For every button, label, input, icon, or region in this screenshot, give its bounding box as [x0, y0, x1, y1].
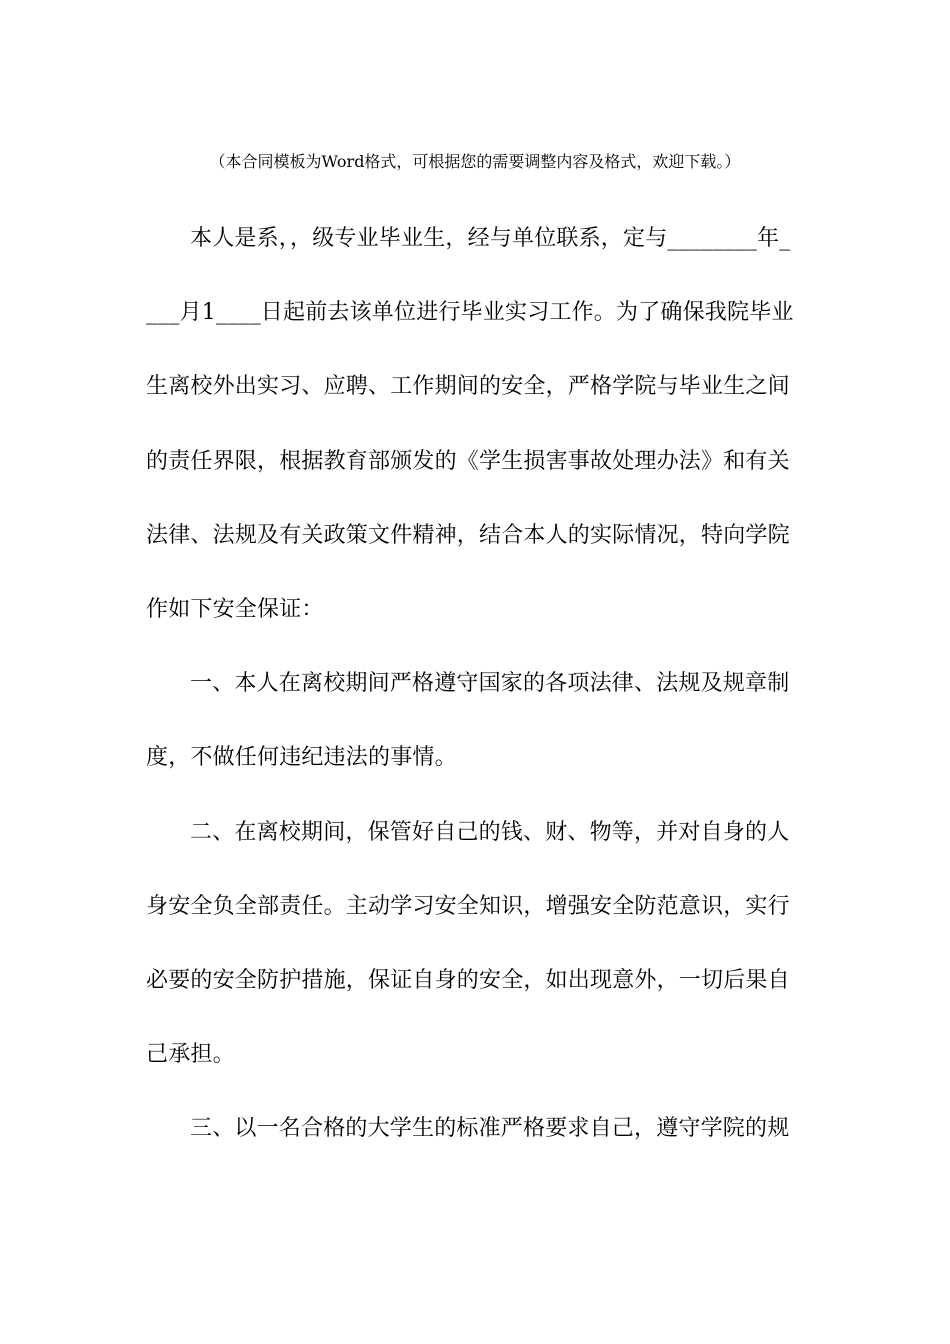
template-note: （本合同模板为Word格式，可根据您的需要调整内容及格式，欢迎下载。） — [209, 152, 741, 171]
clause-2-line-4: 己承担。 — [146, 1042, 235, 1068]
clause-1-line-2: 度，不做任何违纪违法的事情。 — [146, 745, 457, 771]
clause-2-line-3: 必要的安全防护措施，保证自身的安全，如出现意外，一切后果自 — [146, 967, 790, 993]
clause-1-line-1: 一、本人在离校期间严格遵守国家的各项法律、法规及规章制 — [190, 671, 790, 697]
document-body — [146, 222, 806, 1186]
paragraph-intro-line-3: 生离校外出实习、应聘、工作期间的安全，严格学院与毕业生之间 — [146, 374, 790, 400]
paragraph-intro-line-2: ___月1____日起前去该单位进行毕业实习工作。为了确保我院毕业 — [146, 300, 794, 326]
clause-2-line-1: 二、在离校期间，保管好自己的钱、财、物等，并对自身的人 — [190, 819, 790, 845]
clause-3-line-1: 三、以一名合格的大学生的标准严格要求自己，遵守学院的规 — [190, 1116, 790, 1142]
paragraph-intro-line-5: 法律、法规及有关政策文件精神，结合本人的实际情况，特向学院 — [146, 522, 790, 548]
clause-2-line-2: 身安全负全部责任。主动学习安全知识，增强安全防范意识，实行 — [146, 893, 790, 919]
paragraph-intro-line-6: 作如下安全保证： — [146, 596, 324, 622]
paragraph-intro-line-1: 本人是系，，级专业毕业生，经与单位联系，定与________年_ — [190, 226, 791, 251]
paragraph-intro-line-4: 的责任界限，根据教育部颁发的《学生损害事故处理办法》和有关 — [146, 448, 790, 474]
